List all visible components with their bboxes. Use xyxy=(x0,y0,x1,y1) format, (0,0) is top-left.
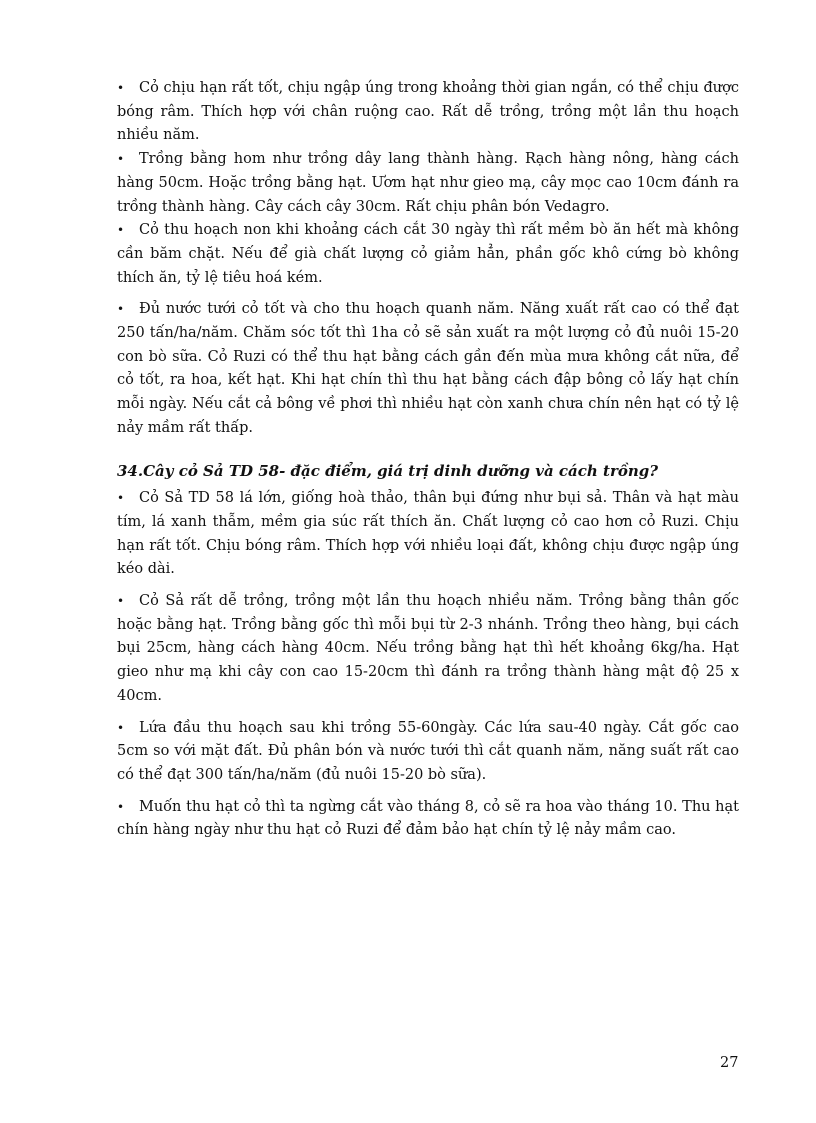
paragraph-text: Trồng bằng hom như trồng dây lang thành hàng. Rạch hàng nông, hàng cách hàng 50cm. Hoặc trồng bằng hạt. Ươm hạt như gieo mạ, cây mọc cao 10cm đánh ra trồng thành hàng. Cây cách cây 30cm. Rất chịu phân bón Vedagro. xyxy=(117,151,739,215)
bullet-icon: • xyxy=(117,81,125,95)
bullet-icon: • xyxy=(117,302,125,317)
page-content xyxy=(117,77,739,843)
paragraph-text: Lứa đầu thu hoạch sau khi trồng 55-60ngày. Các lứa sau-40 ngày. Cắt gốc cao 5cm so với mặt đất. Đủ phân bón và nước tưới thì cắt quanh năm, năng suất rất cao có thể đạt 300 tấn/ha/năm (đủ nuôi 15-20 bò sữa). xyxy=(117,719,739,783)
paragraph-planting xyxy=(117,148,739,219)
bullet-icon: • xyxy=(117,223,125,238)
paragraph-harvest xyxy=(117,219,739,290)
page-number: 27 xyxy=(720,1055,739,1071)
paragraph-text: Đủ nước tưới cỏ tốt và cho thu hoạch quanh năm. Năng xuất rất cao có thể đạt 250 tấn/ha/năm. Chăm sóc tốt thì 1ha cỏ sẽ sản xuất ra một lượng cỏ đủ nuôi 15-20 con bò sữa. Cỏ Ruzi có thể thu hạt bằng cách gần đến mùa mưa không cắt nữa, để cỏ tốt, ra hoa, kết hạt. Khi hạt chín thì thu hạt bằng cách đập bông cỏ lấy hạt chín mỗi ngày. Nếu cắt cả bông về phơi thì nhiều hạt còn xanh chưa chín nên hạt có tỷ lệ nảy mầm rất thấp. xyxy=(117,301,739,436)
paragraph-text: Cỏ Sả TD 58 lá lớn, giống hoà thảo, thân bụi đứng như bụi sả. Thân và hạt màu tím, lá xanh thẫm, mềm gia súc rất thích ăn. Chất lượng cỏ cao hơn cỏ Ruzi. Chịu hạn rất tốt. Chịu bóng râm. Thích hợp với nhiều loại đất, không chịu được ngập úng kéo dài. xyxy=(117,490,739,578)
paragraph-seed-harvest xyxy=(117,796,739,843)
bullet-icon: • xyxy=(117,594,125,609)
bullet-icon: • xyxy=(117,152,125,167)
paragraph-cultivation xyxy=(117,590,739,709)
bullet-icon: • xyxy=(117,720,125,735)
paragraph-text: Cỏ chịu hạn rất tốt, chịu ngập úng trong khoảng thời gian ngắn, có thể chịu được bóng râm. Thích hợp với chân ruộng cao. Rất dễ trồng, trồng một lần thu hoạch nhiều năm. xyxy=(117,80,739,144)
paragraph-yield xyxy=(117,298,739,440)
paragraph-first-harvest xyxy=(117,717,739,788)
bullet-icon: • xyxy=(117,491,125,506)
section-heading: 34.Cây cỏ Sả TD 58- đặc điểm, giá trị dinh dưỡng và cách trồng? xyxy=(117,461,659,480)
paragraph-description xyxy=(117,487,739,582)
bullet-icon: • xyxy=(117,799,125,814)
paragraph-text: Cỏ Sả rất dễ trồng, trồng một lần thu hoạch nhiều năm. Trồng bằng thân gốc hoặc bằng hạt. Trồng bằng gốc thì mỗi bụi từ 2-3 nhánh. Trồng theo hàng, bụi cách bụi 25cm, hàng cách hàng 40cm. Nếu trồng bằng hạt thì hết khoảng 6kg/ha. Hạt gieo như mạ khi cây con cao 15-20cm thì đánh ra trồng thành hàng mật độ 25 x 40cm. xyxy=(117,593,739,704)
paragraph-drought-tolerance xyxy=(117,77,739,148)
paragraph-text: Cỏ thu hoạch non khi khoảng cách cắt 30 ngày thì rất mềm bò ăn hết mà không cần băm chặt. Nếu để già chất lượng cỏ giảm hẳn, phần gốc khô cứng bò không thích ăn, tỷ lệ tiêu hoá kém. xyxy=(117,222,739,286)
paragraph-text: Muốn thu hạt cỏ thì ta ngừng cắt vào tháng 8, cỏ sẽ ra hoa vào tháng 10. Thu hạt chín hàng ngày như thu hạt cỏ Ruzi để đảm bảo hạt chín tỷ lệ nảy mầm cao. xyxy=(117,798,739,839)
